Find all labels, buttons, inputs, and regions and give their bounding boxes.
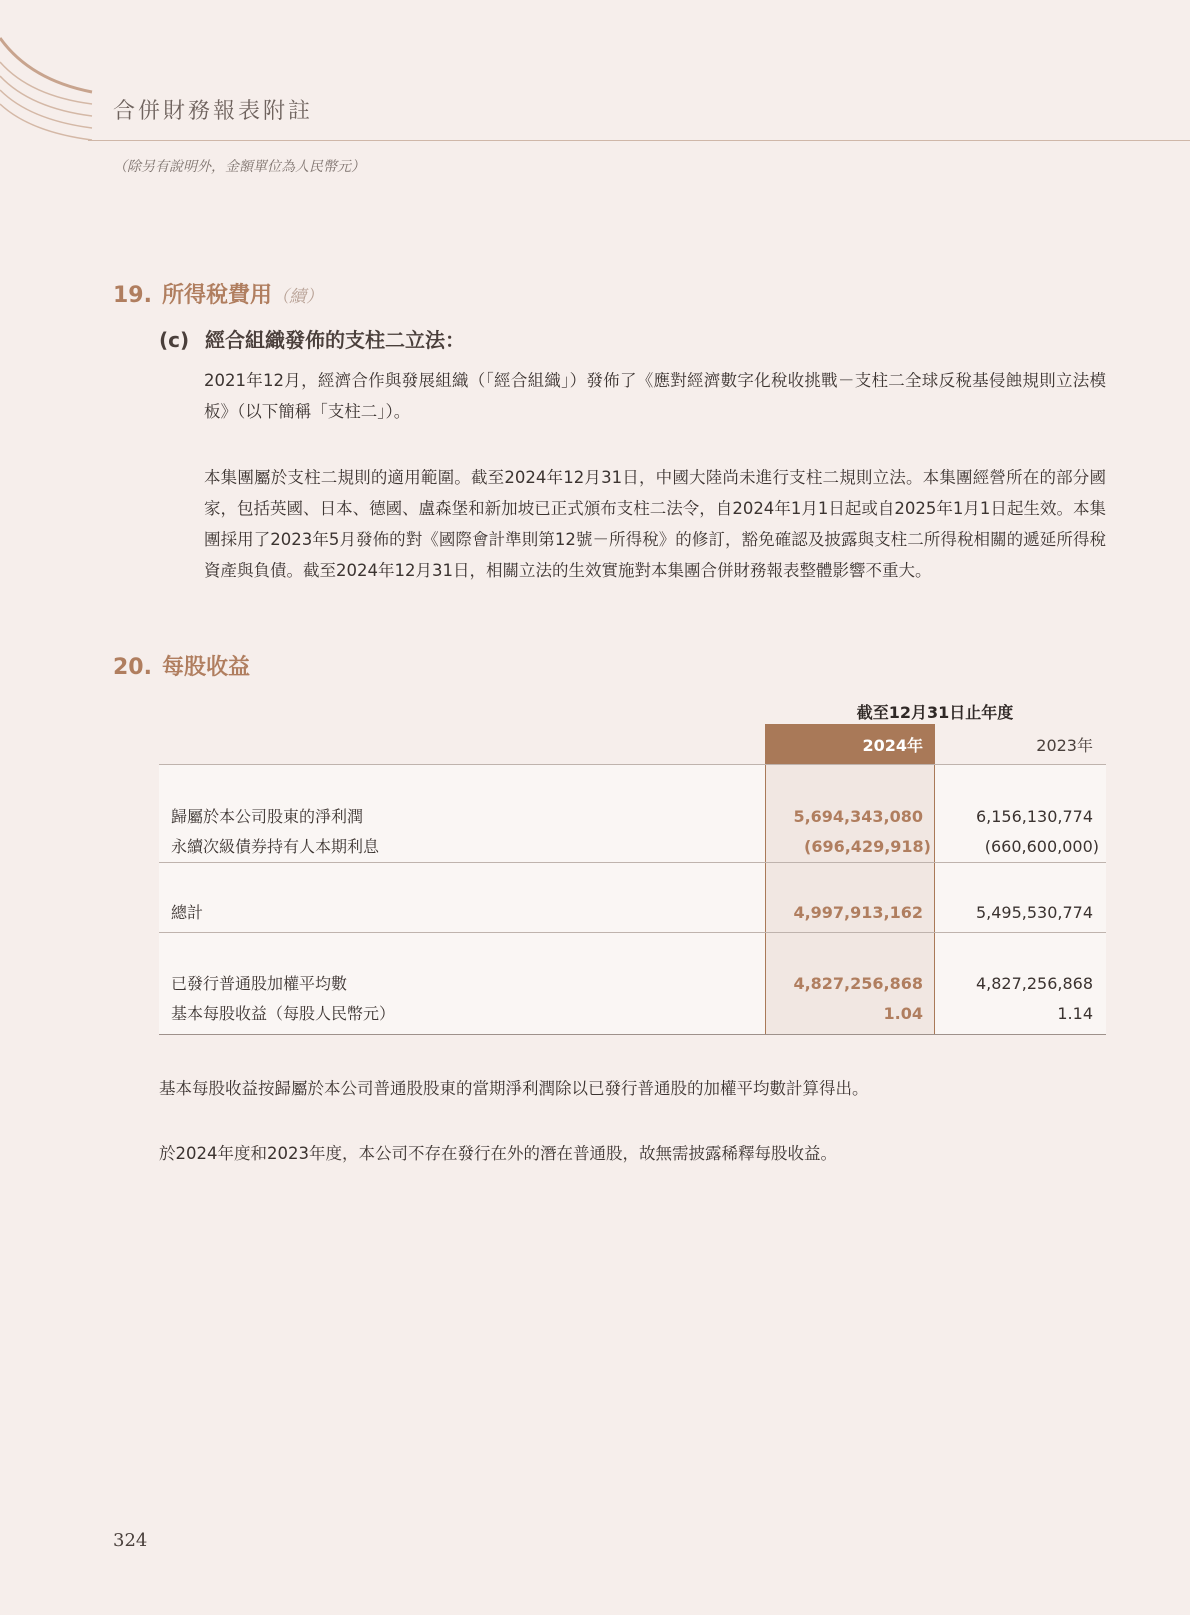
section-20-number: 20. — [113, 655, 152, 680]
decorative-corner-arcs — [0, 0, 120, 150]
value-2024: (696,429,918) — [804, 837, 931, 856]
row-label: 永續次級債券持有人本期利息 — [171, 837, 380, 856]
table-divider — [159, 764, 1106, 765]
value-2023: (660,600,000) — [984, 837, 1099, 856]
table-divider — [159, 862, 1106, 863]
eps-note-2: 於2024年度和2023年度，本公司不存在發行在外的潛在普通股，故無需披露稀釋每股收益。 — [159, 1144, 837, 1163]
pillar-two-paragraph-2: 本集團屬於支柱二規則的適用範圍。截至2024年12月31日，中國大陸尚未進行支柱二規則立法。本集團經營所在的部分國家，包括英國、日本、德國、盧森堡和新加坡已正式頒布支柱二法令，自2024年1月1日起或自2025年1月1日起生效。本集團採用了2023年5月發佈的對《國際會計準則第12號－所得稅》的修訂，豁免確認及披露與支柱二所得稅相關的遞延所得稅資產與負債。截至2024年12月31日，相關立法的生效實施對本集團合併財務報表整體影響不重大。 — [204, 468, 1106, 580]
section-19-continued: （續） — [272, 287, 323, 307]
value-2024: 1.04 — [883, 1004, 923, 1023]
subsection-c-heading — [159, 324, 465, 353]
row-label: 總計 — [171, 903, 204, 922]
eps-table — [159, 696, 1106, 1036]
table-row — [159, 832, 1106, 862]
table-row — [159, 802, 1106, 832]
value-2024: 5,694,343,080 — [793, 807, 923, 826]
header-divider — [88, 140, 1190, 141]
table-bottom-rule — [159, 1034, 1106, 1035]
section-20-title: 每股收益 — [161, 655, 250, 680]
value-2024: 4,827,256,868 — [793, 974, 923, 993]
section-19-title: 所得稅費用 — [161, 283, 272, 308]
column-header-2024: 2024年 — [765, 724, 935, 764]
eps-note-1: 基本每股收益按歸屬於本公司普通股股東的當期淨利潤除以已發行普通股的加權平均數計算得出。 — [159, 1079, 869, 1098]
page-number: 324 — [113, 1530, 148, 1551]
value-2023: 4,827,256,868 — [975, 974, 1093, 993]
section-19-number: 19. — [113, 283, 152, 308]
value-2023: 5,495,530,774 — [975, 903, 1093, 922]
section-19-heading — [113, 278, 323, 309]
value-2023: 6,156,130,774 — [975, 807, 1093, 826]
row-label: 歸屬於本公司股東的淨利潤 — [171, 807, 364, 826]
table-divider — [159, 932, 1106, 933]
table-row — [159, 969, 1106, 999]
row-label: 基本每股收益（每股人民幣元） — [171, 1004, 396, 1023]
section-20-heading — [113, 650, 250, 681]
column-header-2023: 2023年 — [1036, 735, 1093, 755]
row-label: 已發行普通股加權平均數 — [171, 974, 348, 993]
value-2024: 4,997,913,162 — [793, 903, 923, 922]
period-label: 截至12月31日止年度 — [856, 703, 1014, 722]
subsection-c-title: 經合組織發佈的支柱二立法： — [205, 328, 465, 352]
currency-note: （除另有說明外，金額單位為人民幣元） — [113, 159, 365, 175]
table-row — [159, 898, 1106, 928]
page-header-title: 合併財務報表附註 — [113, 99, 314, 124]
value-2023: 1.14 — [1057, 1004, 1093, 1023]
pillar-two-paragraph-1: 2021年12月，經濟合作與發展組織（「經合組織」）發佈了《應對經濟數字化稅收挑戰－支柱二全球反稅基侵蝕規則立法模板》（以下簡稱「支柱二」）。 — [204, 371, 1106, 421]
table-row — [159, 999, 1106, 1029]
subsection-c-mark: (c) — [159, 328, 190, 352]
